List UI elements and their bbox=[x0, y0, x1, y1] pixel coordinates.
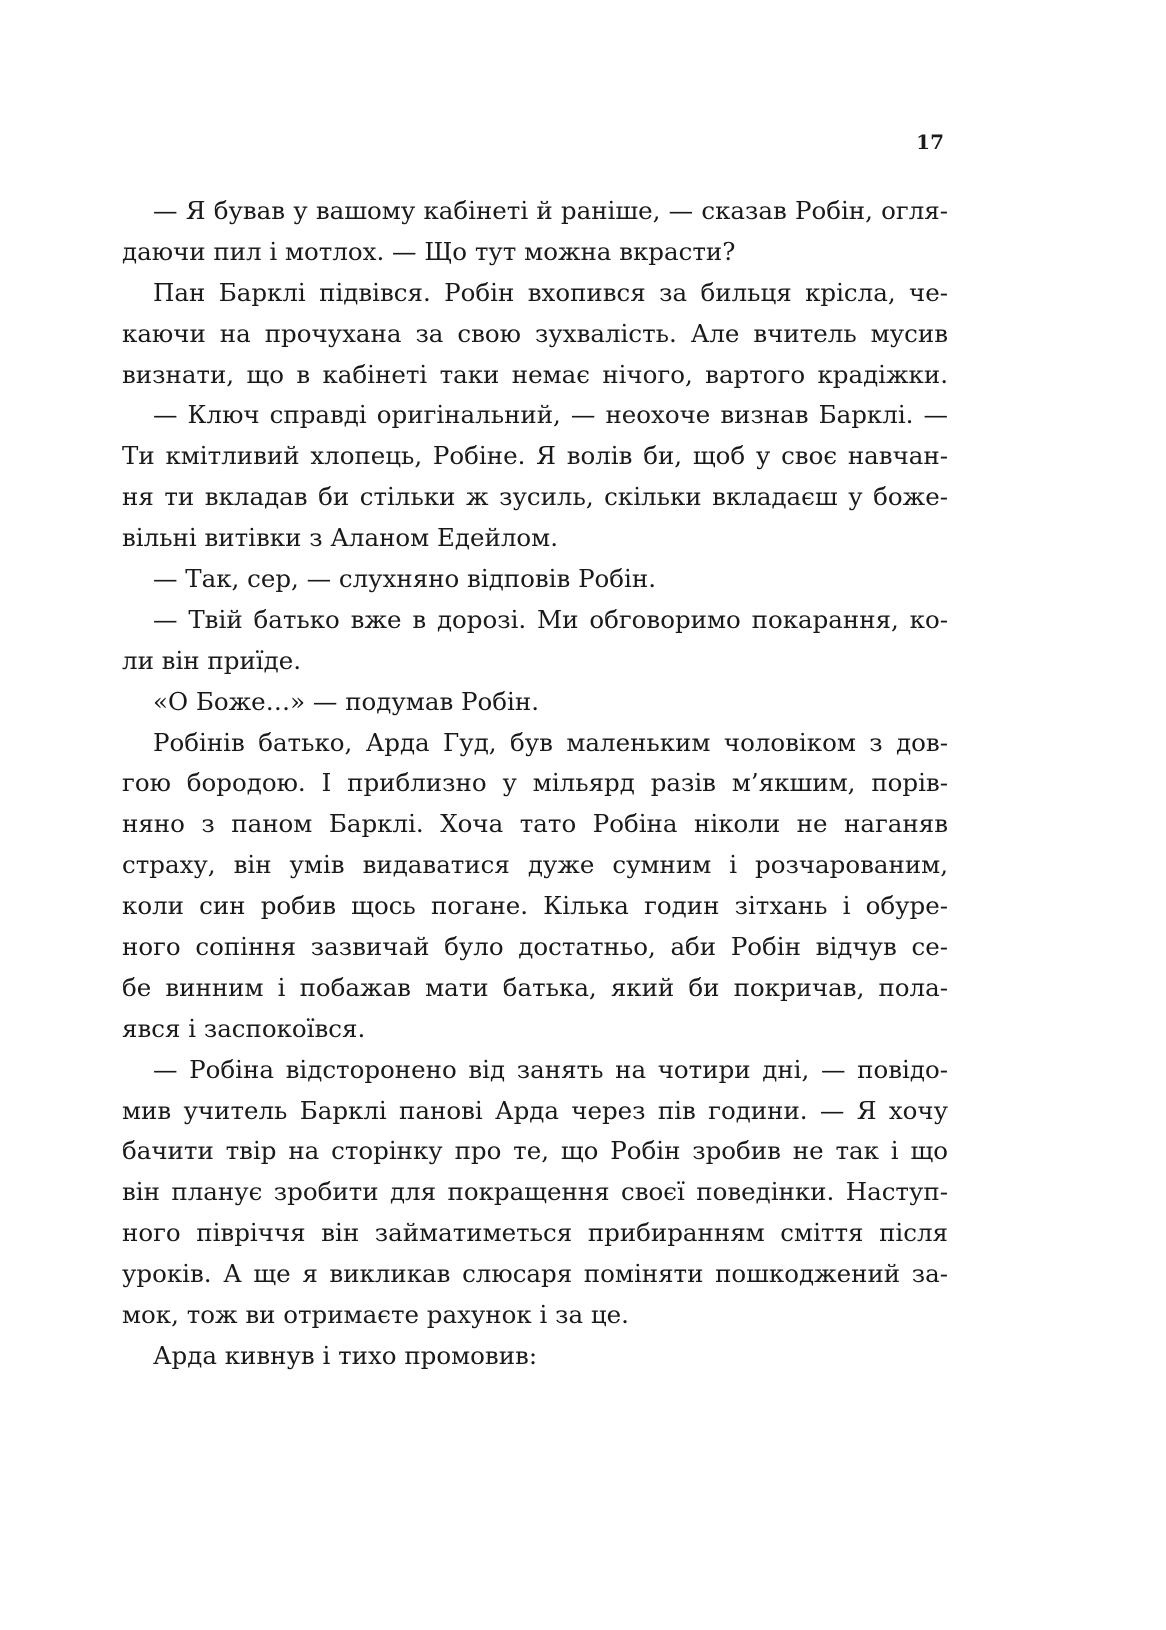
text-line: Арда кивнув і тихо промовив: bbox=[153, 1340, 538, 1370]
text-line: — Я бував у вашому кабінеті й раніше, — сказав Робін, огля- bbox=[153, 196, 948, 225]
text-line: явся і заспокоївся. bbox=[122, 1013, 366, 1043]
text-line: каючи на прочухана за свою зухвалість. Але вчитель мусив bbox=[122, 318, 948, 348]
text-line: коли син робив щось погане. Кілька годин зітхань і обуре- bbox=[122, 891, 948, 921]
text-line: — Твій батько вже в дорозі. Ми обговоримо покарання, ко- bbox=[153, 604, 948, 634]
body-text bbox=[122, 191, 948, 1377]
text-line: няно з паном Барклі. Хоча тато Робіна ніколи не наганяв bbox=[122, 809, 948, 839]
text-line: він планує зробити для покращення своєї поведінки. Наступ- bbox=[122, 1177, 948, 1207]
text-line: Пан Барклі підвівся. Робін вхопився за бильця крісла, че- bbox=[153, 277, 948, 307]
page-number: 17 bbox=[916, 130, 944, 154]
text-line: ли він приїде. bbox=[122, 645, 301, 675]
text-line: уроків. А ще я викликав слюсаря поміняти пошкоджений за- bbox=[122, 1259, 948, 1289]
text-line: ного сопіння зазвичай було достатньо, аби Робін відчув се- bbox=[122, 932, 948, 962]
text-line: — Так, сер, — слухняно відповів Робін. bbox=[153, 564, 657, 594]
text-line: бачити твір на сторінку про те, що Робін зробив не так і що bbox=[122, 1136, 948, 1166]
text-line: визнати, що в кабінеті таки немає нічого, вартого крадіжки. bbox=[122, 359, 948, 389]
text-line: бе винним і побажав мати батька, який би покричав, пола- bbox=[122, 972, 948, 1002]
text-line: Робінів батько, Арда Гуд, був маленьким чоловіком з дов- bbox=[153, 727, 948, 757]
text-line: Ти кмітливий хлопець, Робіне. Я волів би, щоб у своє навчан- bbox=[122, 441, 948, 471]
text-line: ня ти вкладав би стільки ж зусиль, скільки вкладаєш у боже- bbox=[122, 482, 948, 512]
text-line: вільні витівки з Аланом Едейлом. bbox=[122, 523, 558, 553]
text-line: мок, тож ви отримаєте рахунок і за це. bbox=[122, 1300, 629, 1330]
text-line: страху, він умів видаватися дуже сумним і розчарованим, bbox=[122, 850, 948, 880]
text-line: «О Боже…» — подумав Робін. bbox=[153, 686, 539, 716]
text-line: ного півріччя він займатиметься прибиранням сміття після bbox=[122, 1218, 948, 1248]
text-line: — Ключ справді оригінальний, — неохоче визнав Барклі. — bbox=[153, 400, 948, 430]
text-line: мив учитель Барклі панові Арда через пів години. — Я хочу bbox=[122, 1095, 948, 1125]
text-line: — Робіна відсторонено від занять на чотири дні, — повідо- bbox=[153, 1054, 948, 1084]
text-line: гою бородою. І приблизно у мільярд разів м’якшим, порів- bbox=[122, 768, 948, 798]
text-line: даючи пил і мотлох. — Що тут можна вкрасти? bbox=[122, 236, 736, 266]
